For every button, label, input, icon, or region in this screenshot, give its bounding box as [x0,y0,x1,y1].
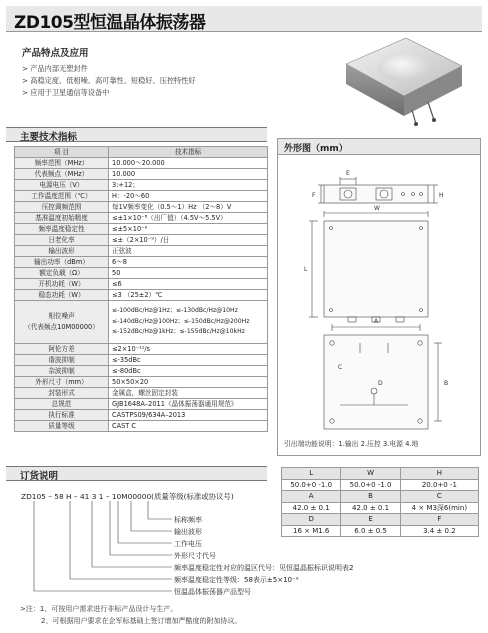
dim-label-a: A [374,318,379,325]
value: 10.000 [109,169,268,180]
dim-col-label: W [341,468,400,480]
feature-item: > 高稳定度、低相噪、高可靠性、短稳好、压控特性好 [22,76,196,86]
order-desc-item: 工作电压 [174,540,202,548]
value: CAST C [109,421,268,432]
param: 频率温度稳定性 [15,224,109,235]
order-desc-item: 外形尺寸代号 [174,552,216,560]
pin-function-note: 引出端功能说明：1.输出 2.压控 3.电源 4.地 [284,440,419,448]
note-line: 2、可根据用户要求在企军标基础上签订增加严酷度的附加协议。 [41,617,242,625]
param: 电源电压（V） [15,180,109,191]
specs-heading: 主要技术指标 [20,132,78,143]
value: 3:+12； [109,180,268,191]
dim-label-e: E [346,170,350,177]
dim-col-label: A [282,491,341,503]
value: 50 [109,268,268,279]
phase-noise-line: ≤-140dBc/Hz@100Hz；≤-150dBc/Hz@200Hz [112,317,250,325]
value: ≤±1×10⁻⁸（出厂值）（4.5V～5.5V） [109,213,268,224]
param: 总规范 [15,399,109,410]
outline-heading: 外形图（mm） [284,144,348,154]
dim-value: 16 × M1.6 [282,525,341,537]
note-line: >注：1、可按用户需求进行非标产品设计与生产。 [20,605,178,613]
param: 日老化率 [15,235,109,246]
dim-label-b: B [444,380,449,387]
page-title: ZD105型恒温晶体振荡器 [14,13,206,33]
order-code: ZD105 – 58 H – 41 3 1 – 10M00000(质量等级(标准或协议号) [21,492,234,501]
param: 封装形式 [15,388,109,399]
dim-label-c: C [338,364,343,371]
dim-value: 50.0+0 -1.0 [282,479,341,491]
dim-label-w: W [374,205,380,212]
value: 正弦波 [109,246,268,257]
param: 执行标准 [15,410,109,421]
order-desc-item: 恒温晶体振荡器产品型号 [174,588,251,596]
dim-value: 50.0+0 -1.0 [341,479,400,491]
dim-col-label: L [282,468,341,480]
param: 基准温度初始精度 [15,213,109,224]
feature-item: > 应用于卫星通信等设备中 [22,88,110,98]
param: 输出功率（dBm） [15,257,109,268]
param: 稳态功耗（W） [15,290,109,301]
value: ≤-35dBc [109,355,268,366]
value: CASTPS09/634A–2013 [109,410,268,421]
param: 压控调频范围 [15,202,109,213]
col-value-header: 技术指标 [109,147,268,158]
value: 10.000～20.000 [109,158,268,169]
phase-noise-sublabel: （代表频点10M00000） [24,323,99,331]
value: H：-20～60 [109,191,268,202]
value: 6～8 [109,257,268,268]
value: ≤2×10⁻¹¹/s [109,344,268,355]
dim-col-label: H [400,468,478,480]
value: ≤-80dBc [109,366,268,377]
dim-label-f: F [312,192,316,199]
dim-col-label: F [400,514,478,526]
param: 杂波抑制 [15,366,109,377]
order-desc-item: 输出波形 [174,528,202,536]
dim-value: 3.4 ± 0.2 [400,525,478,537]
param: 频率范围（MHz） [15,158,109,169]
features-heading: 产品特点及应用 [22,48,89,59]
value: ≤6 [109,279,268,290]
dim-col-label: D [282,514,341,526]
dim-label-h: H [439,192,444,199]
param: 质量等级 [15,421,109,432]
value: 金属盒，螺丝固定封装 [109,388,268,399]
notes [20,603,241,627]
dim-value: 42.0 ± 0.1 [341,502,400,514]
order-desc-item: 频率温度稳定性等级：58表示±5×10⁻⁹ [174,576,299,584]
param: 谐波抑制 [15,355,109,366]
dim-value: 6.0 ± 0.5 [341,525,400,537]
value: 50×50×20 [109,377,268,388]
param: 输出波形 [15,246,109,257]
dim-col-label: C [400,491,478,503]
param: 开机功耗（W） [15,279,109,290]
dim-value: 20.0+0 -1 [400,479,478,491]
param: 外形尺寸（mm） [15,377,109,388]
order-heading: 订货说明 [20,471,59,482]
col-param-header: 项 目 [15,147,109,158]
value: ≤±（2×10⁻⁹）/日 [109,235,268,246]
feature-item: > 产品内部无塑封件 [22,64,88,73]
value: ≤±5×10⁻⁹ [109,224,268,235]
dim-col-label: B [341,491,400,503]
param: 工作温度范围（℃） [15,191,109,202]
param: 代表频点（MHz） [15,169,109,180]
value: GJB1648A–2011《晶体振荡器通用规范》 [109,399,268,410]
dim-label-d: D [378,380,383,387]
order-desc-item: 频率温度稳定性对应的温区代号：见恒温晶振标识说明表2 [174,564,354,572]
phase-noise-line: ≤-100dBc/Hz@1Hz；≤-130dBc/Hz@10Hz [112,307,238,315]
dim-value: 4 × M3深6(min) [400,502,478,514]
param: 额定负载（Ω） [15,268,109,279]
param: 阿伦方差 [15,344,109,355]
dim-value: 42.0 ± 0.1 [282,502,341,514]
value: ≤3 （25±2）℃ [109,290,268,301]
phase-noise-label: 相位噪声 [48,312,75,321]
dim-label-l: L [304,266,308,273]
value: 每1V频率变化（0.5～1）Hz （2～8）V [109,202,268,213]
order-desc-item: 标称频率 [174,516,202,524]
phase-noise-line: ≤-152dBc/Hz@1kHz；≤-155dBc/Hz@10kHz [112,328,245,336]
dim-col-label: E [341,514,400,526]
